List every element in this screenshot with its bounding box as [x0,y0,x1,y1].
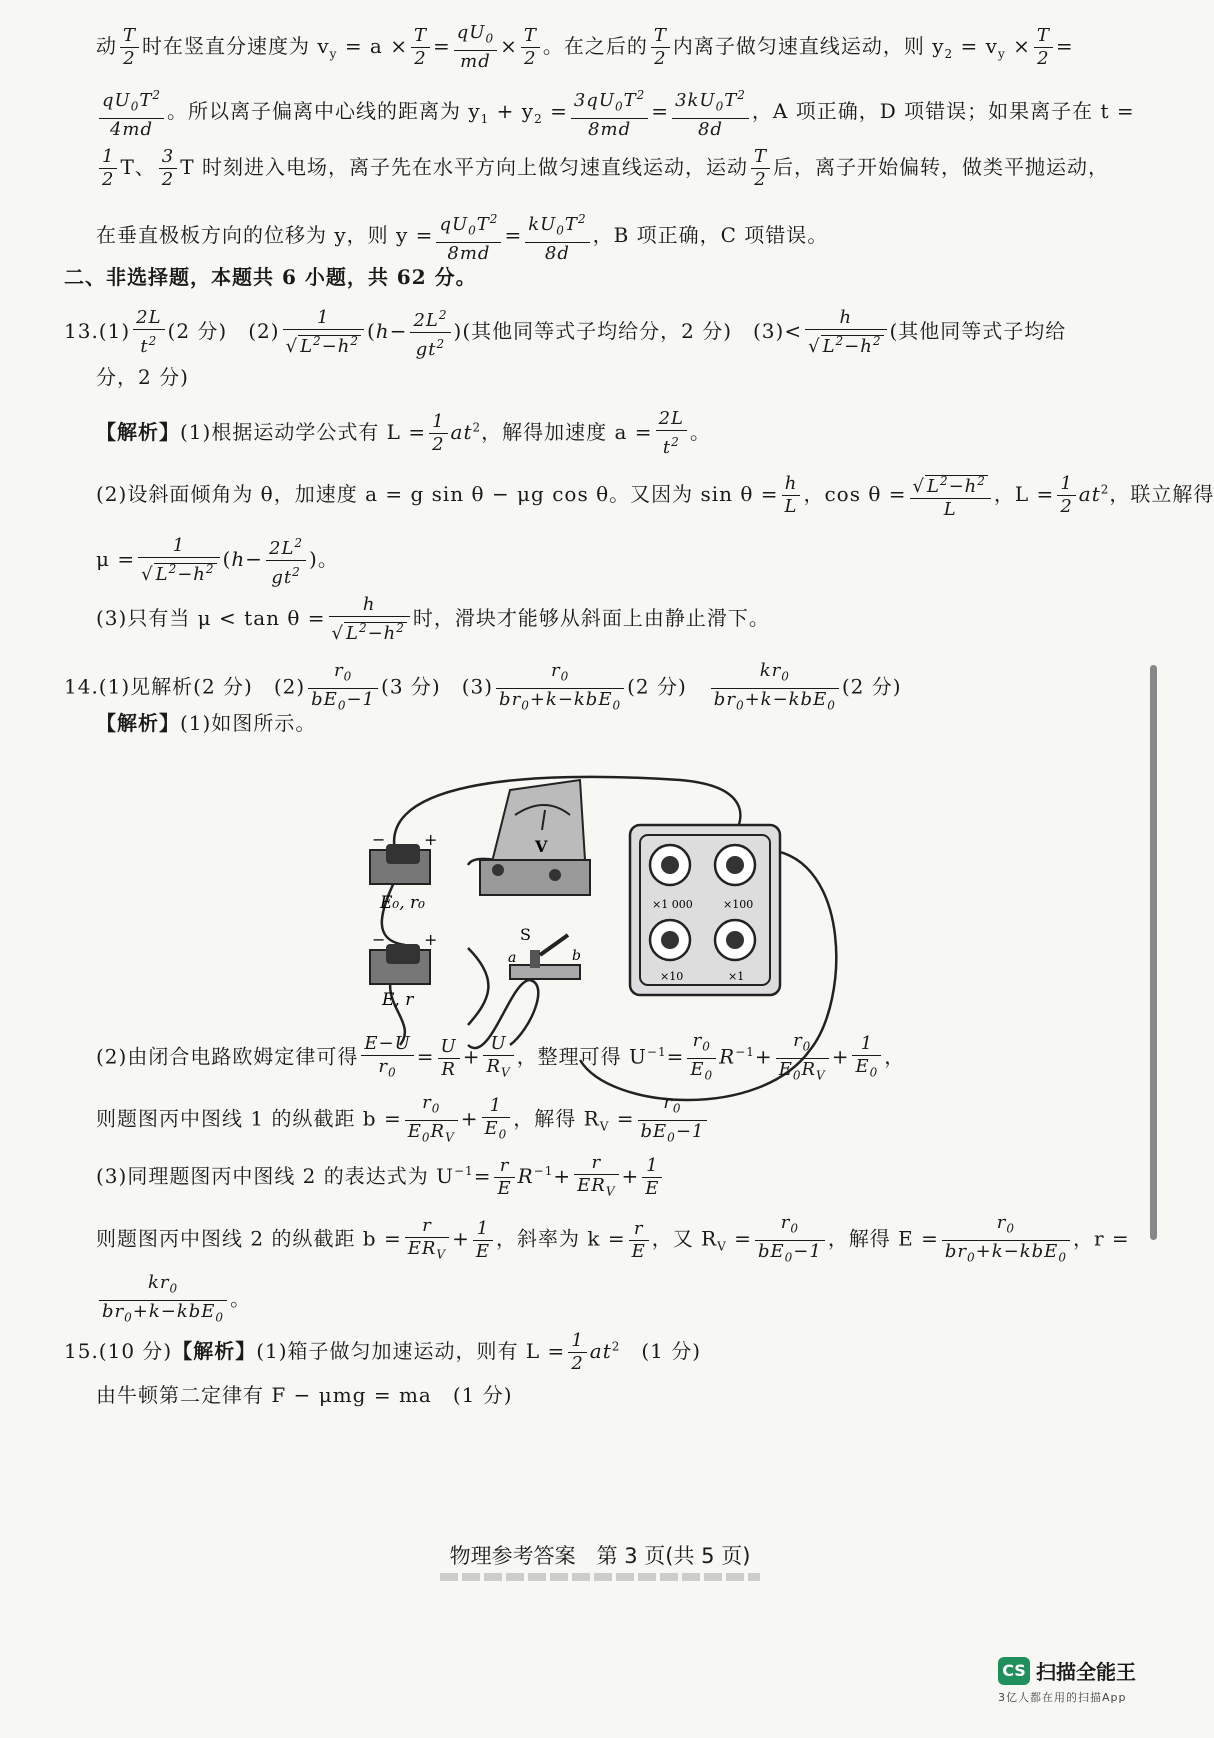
resistance-box [630,825,780,995]
switch [508,925,581,979]
switch-a-label: a [508,950,517,966]
voltmeter [480,780,590,895]
knob-x100-label: ×100 [723,898,754,911]
text-run: μ = [96,547,136,571]
analysis-tag: 【解析】 [96,711,180,735]
text-line: 动 $\frac{T}{2}$ 时在竖直分速度为 $v_y = a$ × $\frac{T}{2}$ = $\frac{qU_0}{md}$ × $\frac{T}{2}$ 。在之后的 $\frac{T}{2}$ 内离子做匀速直线运动，则 $y_2 = v_y$ × $\frac{T}{2}$ = [96,22,1074,72]
text-run: 内离子做匀速直线运动，则 y [672,33,945,58]
text-run: × [500,33,518,58]
section-heading: 二、非选择题，本题共 6 小题，共 62 分。 [64,265,477,289]
text-run: (1)根据运动学公式有 L = [180,420,427,444]
battery-e [370,930,437,1010]
text-line: μ = $\frac{1}{√ L^2-h^2}$ (h− $\frac{2L^2}{gt^2}$ )。 [96,532,1136,589]
text-run: (3)只有当 μ < tan θ = [96,606,326,630]
text-line: $\frac{1}{2}$ T、 $\frac{3}{2}$ T 时刻进入电场，离子先在水平方向上做匀速直线运动，运动 $\frac{T}{2}$ 后，离子开始偏转，做类平抛运动， [96,146,1136,191]
battery-e0-label: E₀, r₀ [380,893,425,913]
text-line: 13.(1) $\frac{2L}{t^2}$ (2 分) (2) $\frac{1}{√ L^2-h^2}$ (h− $\frac{2L^2}{gt^2}$ )(其他同等式子均给分，2 分) (3)< $\frac{h}{√ L^2-h^2}$ (其他同等式子均给 [64,304,1104,361]
text-run: (2 分) [627,674,687,699]
camscanner-icon: CS [998,1657,1030,1685]
text-run: (2 分) (2) [167,319,280,343]
text-run: ，斜率为 k = [496,1226,626,1251]
text-run: 。在之后的 [542,33,648,58]
text-run: ，L = [993,482,1055,506]
text-run: = v [960,33,998,58]
text-line: 15.(10 分)【解析】(1)箱子做匀加速运动，则有 L = $\frac{1}{2}$ $at^2$ (1 分) [64,1330,702,1374]
text-line: (2)由闭合电路欧姆定律可得 $\frac{E-U}{r_0}$ = $\frac{U}{R}$ + $\frac{U}{R_V}$ ，整理可得 $U^{-1}=$ $\frac{r_0}{E_0}$ $R^{-1}+$ $\frac{r_0}{E_0R_V}$ + $\frac{1}{E_0}$ ， [96,1030,906,1083]
text-line: 14.(1)见解析(2 分) (2) $\frac{r_0}{bE_0-1}$ (3 分) (3) $\frac{r_0}{br_0+k-kbE_0}$ (2 分) $\frac{kr_0}{br_0+k-kbE_0}$ (2 分) [64,660,902,713]
text-run: ，r = [1072,1226,1130,1251]
battery-minus: − [372,830,386,849]
knob-x1000-label: ×1 000 [652,898,693,911]
text-run: 13.(1) [64,319,131,343]
battery-e-label: E, r [382,990,414,1010]
text-run: T、 [120,155,156,179]
text-run: (3)同理题图丙中图线 2 的表达式为 U [96,1163,454,1188]
text-run: (其他同等式子均给 [889,319,1067,343]
text-run: ，整理可得 U [516,1044,647,1069]
text-line: 分，2 分) [96,365,189,389]
text-line [96,708,1136,738]
text-run: (1)箱子做匀加速运动，则有 L = [256,1339,566,1363]
battery-e0 [370,830,437,913]
text-run: 后，离子开始偏转，做类平抛运动， [772,155,1109,179]
text-run: ，联立解得 [1109,482,1214,506]
scrollbar[interactable] [1150,665,1157,1240]
voltmeter-label: V [535,837,548,856]
text-run: (2)设斜面倾角为 θ，加速度 a = g sin θ − μg cos θ。又因为 sin θ = [96,482,779,506]
text-line: 则题图丙中图线 1 的纵截距 b = $\frac{r_0}{E_0R_V}$ + $\frac{1}{E_0}$ ，解得 $R_V$ = $\frac{r_0}{bE_0-1}$ [96,1092,1136,1148]
text-run: + y [496,98,535,123]
text-line: 在垂直极板方向的位移为 y，则 y = $\frac{qU_0T^2}{8md}$ = $\frac{kU_0T^2}{8d}$ ，B 项正确，C 项错误。 [96,208,1136,265]
analysis-tag: 【解析】 [172,1339,257,1363]
text-run: (2)由闭合电路欧姆定律可得 [96,1044,359,1069]
text-run: (2 分) [841,674,902,699]
text-run: 时，滑块才能够从斜面上由静止滑下。 [412,606,770,630]
fraction: $\frac{T}{2}$ [120,25,139,70]
text-run: ，cos θ = [803,482,907,506]
text-run: × [1013,33,1031,58]
text-run: (1)如图所示。 [180,711,317,735]
text-run: ，B 项正确，C 项错误。 [592,222,829,247]
text-line: $\frac{qU_0T^2}{4md}$ 。所以离子偏离中心线的距离为 $y_1 + y_2$ = $\frac{3qU_0T^2}{8md}$ = $\frac{3kU_0T^2}{8d}$ ，A 项正确，D 项错误；如果离子在 t = [96,84,1136,141]
text-run: 15.(10 分) [64,1339,173,1363]
text-line: (2)设斜面倾角为 θ，加速度 a = g sin θ − μg cos θ。又因为 sin θ = $\frac{h}{L}$ ，cos θ = $\frac{√ L^2-h^2}{L}$ ，L = $\frac{1}{2}$ $at^2$，联立解得 [96,470,1136,521]
switch-b-label: b [572,948,581,964]
text-run: (3 分) (3) [381,674,494,699]
knob-x10-label: ×10 [660,970,684,983]
scanner-watermark [998,1656,1136,1705]
text-run: = a × [344,33,408,58]
switch-label: S [520,925,531,944]
text-run: 。所以离子偏离中心线的距离为 y [167,98,481,123]
footer-smudge [440,1573,760,1581]
text-run: (其他同等式子均给分，2 分) (3)< [462,319,803,343]
text-run: ，又 R [651,1226,718,1251]
text-run: 在垂直极板方向的位移为 y，则 y = [96,222,434,247]
text-line: (3)同理题图丙中图线 2 的表达式为 $U^{-1}=$ $\frac{r}{E}$ $R^{-1}+$ $\frac{r}{ER_V}$ + $\frac{1}{E}$ [96,1152,1136,1203]
text-run: ，解得 E = [827,1226,939,1251]
text-line: 【解析】(1)根据运动学公式有 L = $\frac{1}{2}$ $at^2$，解得加速度 a = $\frac{2L}{t^2}$ 。 [96,408,711,458]
text-run: 则题图丙中图线 1 的纵截距 b = [96,1106,402,1131]
text-line: 则题图丙中图线 2 的纵截距 b = $\frac{r}{ER_V}$ + $\frac{1}{E}$ ，斜率为 k = $\frac{r}{E}$ ，又 $R_V$ = $\frac{r_0}{bE_0-1}$ ，解得 E = $\frac{r_0}{br_0+k-kbE_0}$ ，r = [96,1212,1130,1265]
battery-plus: + [424,930,438,949]
text-run: 14.(1)见解析(2 分) (2) [64,674,306,699]
text-run: ，解得 R [513,1106,600,1131]
text-run: ，A 项正确，D 项错误；如果离子在 t = [751,98,1135,123]
text-line: (3)只有当 μ < tan θ = $\frac{h}{√ L^2-h^2}$ 时，滑块才能够从斜面上由静止滑下。 [96,594,770,644]
watermark-tagline: 3亿人都在用的扫描App [998,1691,1127,1704]
text-run: ，解得加速度 a = [481,420,653,444]
page-footer: 物理参考答案 第 3 页(共 5 页) [449,1544,751,1568]
text-run: (1 分) [641,1339,702,1363]
text-line: 由牛顿第二定律有 F − μmg = ma (1 分) [96,1383,513,1407]
watermark-name: 扫描全能王 [1036,1660,1136,1684]
text-run: T 时刻进入电场，离子先在水平方向上做匀速直线运动，运动 [180,155,748,179]
analysis-tag: 【解析】 [96,420,180,444]
text-run: 时在竖直分速度为 v [142,33,330,58]
battery-plus: + [424,830,438,849]
battery-minus: − [372,930,386,949]
text-line: $\frac{kr_0}{br_0+k-kbE_0}$ 。 [96,1272,1136,1328]
knob-x1-label: ×1 [728,970,745,983]
text-run: 动 [96,33,117,58]
text-run: 则题图丙中图线 2 的纵截距 b = [96,1226,402,1251]
